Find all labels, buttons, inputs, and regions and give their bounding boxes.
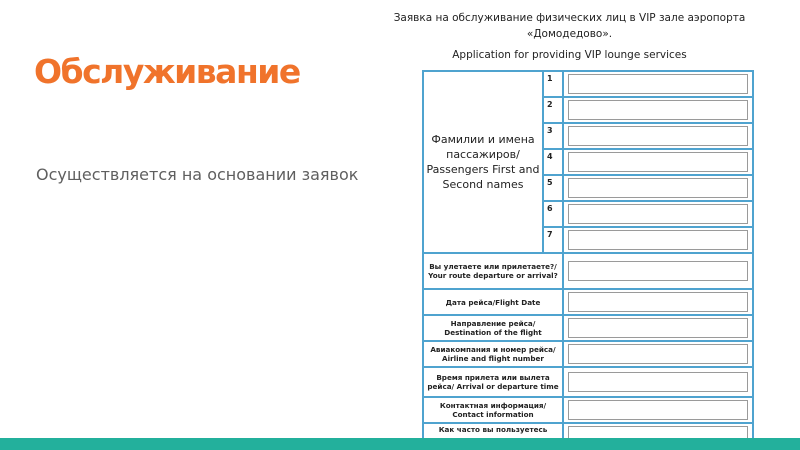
airline-input — [568, 344, 748, 364]
contact-label: Контактная информация/ Contact information — [423, 397, 563, 423]
destination-input — [568, 318, 748, 338]
passenger-number: 5 — [543, 175, 563, 201]
passenger-number: 3 — [543, 123, 563, 149]
form-title-en: Application for providing VIP lounge services — [452, 49, 687, 61]
frequency-input — [568, 426, 748, 438]
application-form-table — [422, 70, 754, 438]
contact-input — [568, 400, 748, 420]
time-label: Время прилета или вылета рейса/ Arrival or departure time — [423, 367, 563, 397]
form-field-row — [423, 397, 753, 423]
form-field-row — [423, 341, 753, 367]
passenger-number: 6 — [543, 201, 563, 227]
form-field-row — [423, 367, 753, 397]
route-input — [568, 261, 748, 281]
footer-bar — [0, 438, 800, 450]
form-title-ru: Заявка на обслуживание физических лиц в VIP зале аэропорта «Домодедово». — [393, 12, 746, 40]
flight-date-input — [568, 292, 748, 312]
time-input — [568, 372, 748, 392]
slide-body-text: Осуществляется на основании заявок — [36, 165, 359, 184]
passenger-row — [423, 71, 753, 97]
application-form-image — [382, 0, 757, 438]
passenger-number: 7 — [543, 227, 563, 253]
passenger-name-input — [568, 100, 748, 120]
route-field-label: Вы улетаете или прилетаете?/ Your route departure or arrival? — [423, 253, 563, 289]
passenger-number: 1 — [543, 71, 563, 97]
passenger-name-input — [568, 204, 748, 224]
passenger-name-input — [568, 126, 748, 146]
destination-label: Направление рейса/ Destination of the flight — [423, 315, 563, 341]
passenger-number: 4 — [543, 149, 563, 175]
passenger-name-input — [568, 74, 748, 94]
passenger-name-input — [568, 178, 748, 198]
frequency-label: Как часто вы пользуетесь — [423, 423, 563, 438]
form-field-row — [423, 423, 753, 438]
slide-title: Обслуживание — [34, 52, 300, 91]
form-field-row — [423, 315, 753, 341]
passenger-number: 2 — [543, 97, 563, 123]
flight-date-label: Дата рейса/Flight Date — [423, 289, 563, 315]
passenger-name-input — [568, 152, 748, 172]
passenger-name-input — [568, 230, 748, 250]
form-field-row — [423, 253, 753, 289]
form-field-row — [423, 289, 753, 315]
airline-label: Авиакомпания и номер рейса/ Airline and flight number — [423, 341, 563, 367]
passengers-label: Фамилии и имена пассажиров/ Passengers First and Second names — [423, 71, 543, 253]
